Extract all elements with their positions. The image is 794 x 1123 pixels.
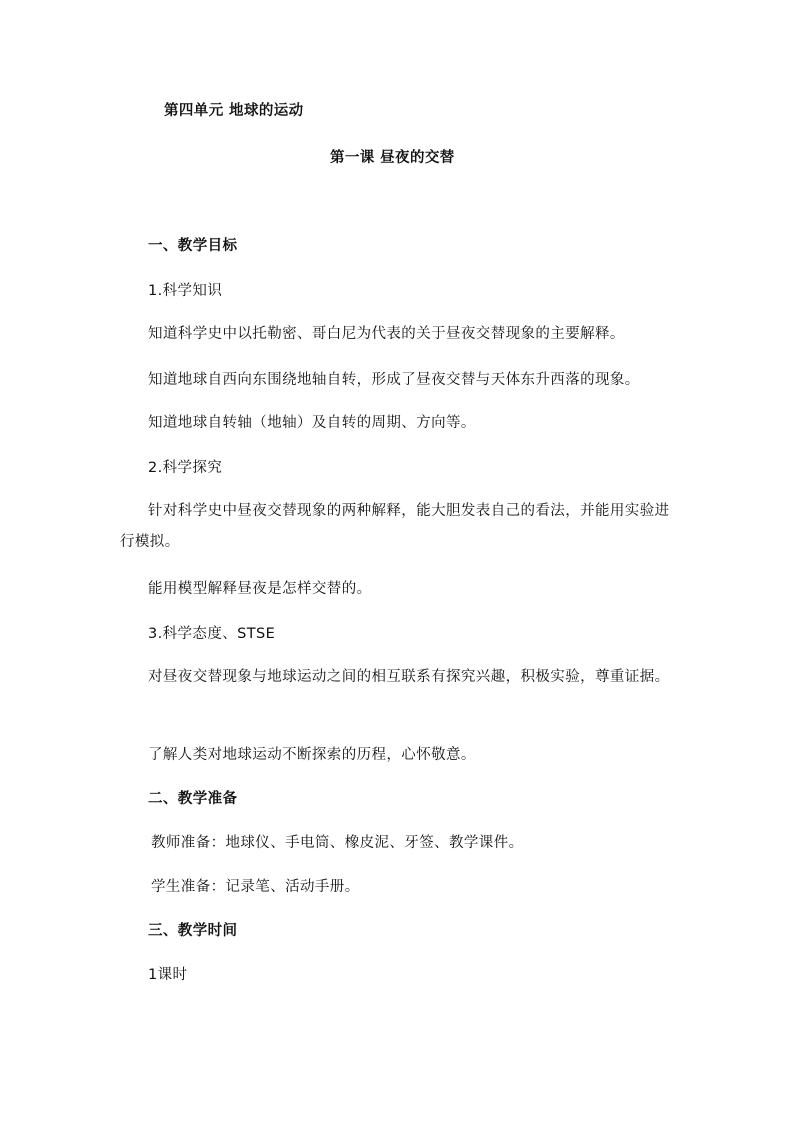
paragraph-attitude-2: 了解人类对地球运动不断探索的历程，心怀敬意。 [148, 747, 476, 763]
paragraph-student-prep: 学生准备：记录笔、活动手册。 [151, 879, 360, 895]
lesson-title: 第一课 昼夜的交替 [330, 150, 455, 166]
subheading-inquiry: 2.科学探究 [148, 460, 223, 476]
paragraph-knowledge-1: 知道科学史中以托勒密、哥白尼为代表的关于昼夜交替现象的主要解释。 [148, 326, 625, 342]
paragraph-inquiry-2: 能用模型解释昼夜是怎样交替的。 [148, 581, 372, 597]
unit-title: 第四单元 地球的运动 [164, 103, 304, 119]
section-heading-preparation: 二、教学准备 [148, 791, 238, 807]
paragraph-knowledge-2: 知道地球自西向东围绕地轴自转，形成了昼夜交替与天体东升西落的现象。 [148, 372, 640, 388]
paragraph-knowledge-3: 知道地球自转轴（地轴）及自转的周期、方向等。 [148, 415, 476, 431]
subheading-knowledge: 1.科学知识 [148, 283, 223, 299]
section-heading-time: 三、教学时间 [148, 923, 238, 939]
paragraph-teacher-prep: 教师准备：地球仪、手电筒、橡皮泥、牙签、教学课件。 [151, 835, 524, 851]
subheading-attitude: 3.科学态度、STSE [148, 626, 276, 642]
section-heading-objectives: 一、教学目标 [148, 238, 238, 254]
lesson-duration: 1课时 [148, 967, 188, 983]
paragraph-inquiry-1: 针对科学史中昼夜交替现象的两种解释，能大胆发表自己的看法，并能用实验进行模拟。 [120, 503, 670, 550]
paragraph-attitude-1: 对昼夜交替现象与地球运动之间的相互联系有探究兴趣，积极实验，尊重证据。 [148, 669, 670, 685]
